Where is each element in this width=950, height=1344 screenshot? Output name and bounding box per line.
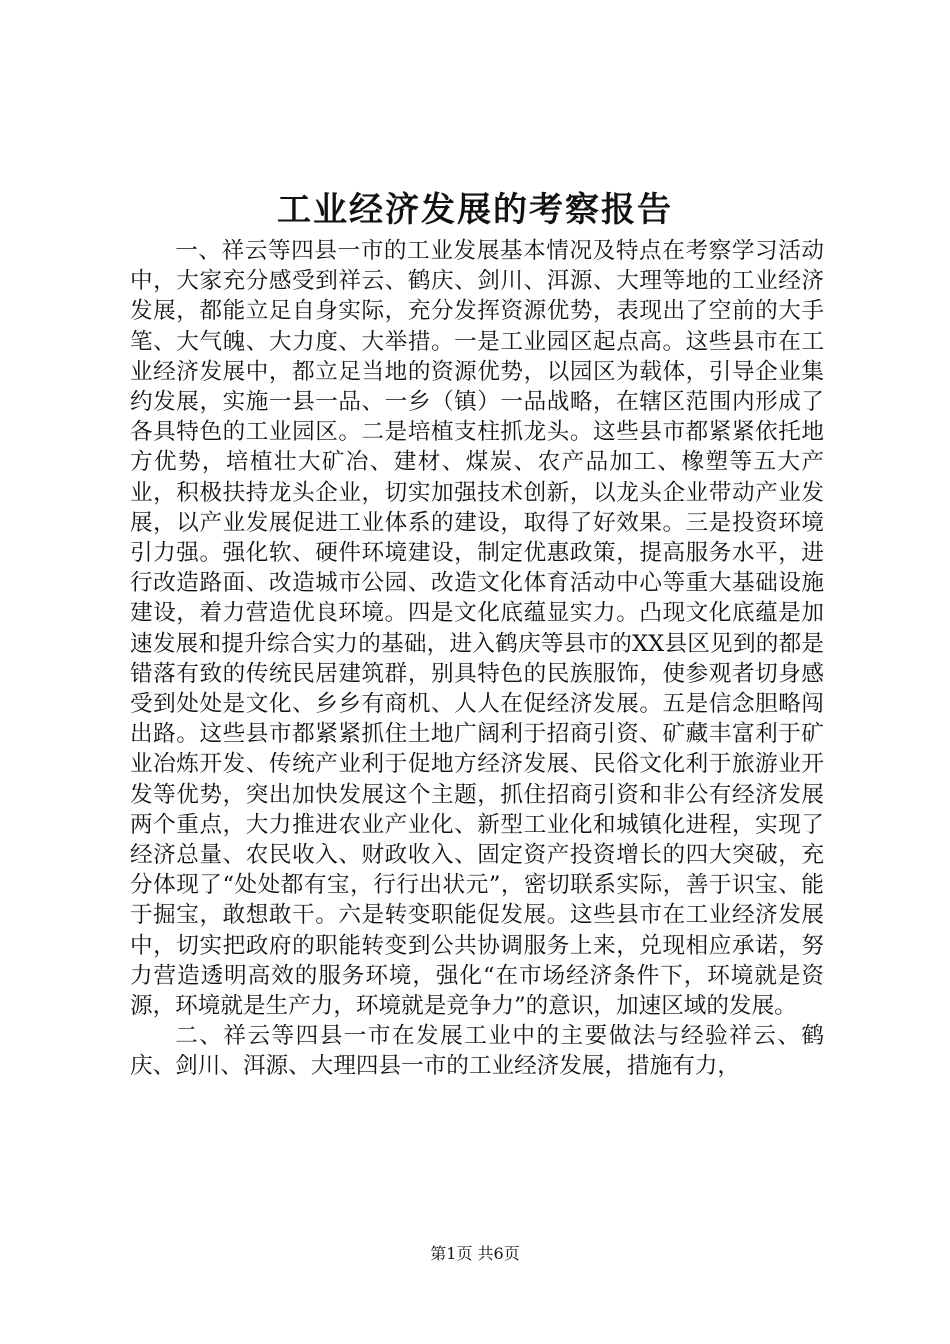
document-body [130,236,824,1082]
document-title: 工业经济发展的考察报告 [277,190,673,230]
paragraph-2: 二、祥云等四县一市在发展工业中的主要做法与经验祥云、鹤庆、剑川、洱源、大理四县一市的工业经济发展，措施有力， [130,1023,824,1080]
page-number-footer: 第1页 共6页 [430,1244,520,1263]
paragraph-1: 一、祥云等四县一市的工业发展基本情况及特点在考察学习活动中，大家充分感受到祥云、鹤庆、剑川、洱源、大理等地的工业经济发展，都能立足自身实际，充分发挥资源优势，表现出了空前的大手笔、大气魄、大力度、大举措。一是工业园区起点高。这些县市在工业经济发展中，都立足当地的资源优势，以园区为载体，引导企业集约发展，实施一县一品、一乡（镇）一品战略，在辖区范围内形成了各具特色的工业园区。二是培植支柱抓龙头。这些县市都紧紧依托地方优势，培植壮大矿冶、建材、煤炭、农产品加工、橡塑等五大产业，积极扶持龙头企业，切实加强技术创新，以龙头企业带动产业发展，以产业发展促进工业体系的建设，取得了好效果。三是投资环境引力强。强化软、硬件环境建设，制定优惠政策，提高服务水平，进行改造路面、改造城市公园、改造文化体育活动中心等重大基础设施建设，着力营造优良环境。四是文化底蕴显实力。凸现文化底蕴是加速发展和提升综合实力的基础，进入鹤庆等县市的XX县区见到的都是错落有致的传统民居建筑群，别具特色的民族服饰，使参观者切身感受到处处是文化、乡乡有商机、人人在促经济发展。五是信念胆略闯出路。这些县市都紧紧抓住土地广阔利于招商引资、矿藏丰富利于矿业冶炼开发、传统产业利于促地方经济发展、民俗文化利于旅游业开发等优势，突出加快发展这个主题，抓住招商引资和非公有经济发展两个重点，大力推进农业产业化、新型工业化和城镇化进程，实现了经济总量、农民收入、财政收入、固定资产投资增长的四大突破，充分体现了“处处都有宝，行行出状元”，密切联系实际，善于识宝、能于掘宝，敢想敢干。六是转变职能促发展。这些县市在工业经济发展中，切实把政府的职能转变到公共协调服务上来，兑现相应承诺，努力营造透明高效的服务环境，强化“在市场经济条件下，环境就是资源，环境就是生产力，环境就是竞争力”的意识，加速区域的发展。 [130,238,824,1020]
